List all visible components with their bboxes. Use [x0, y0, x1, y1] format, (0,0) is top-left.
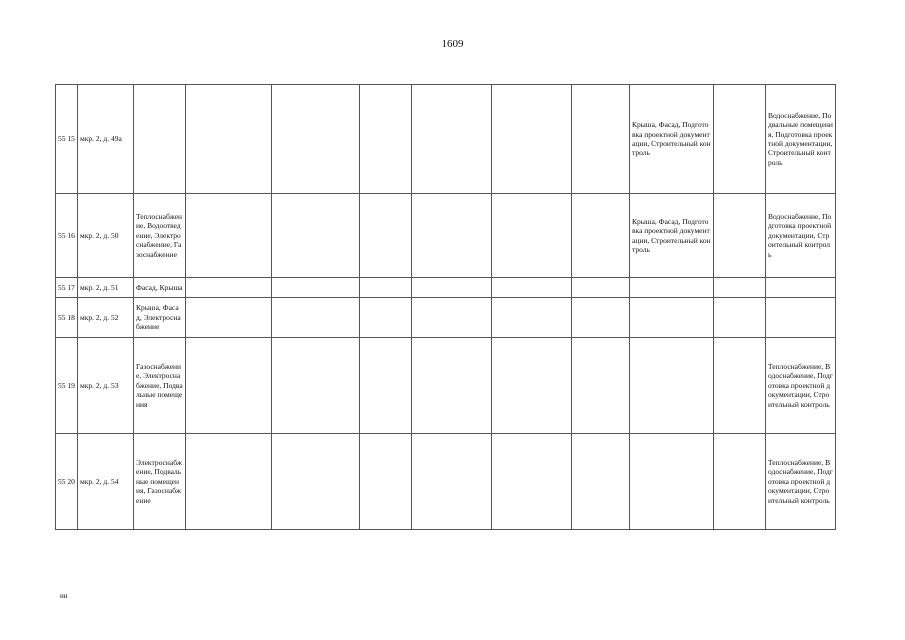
row-address: мкр. 2, д. 50 — [78, 194, 134, 278]
empty-cell — [186, 434, 272, 530]
empty-cell — [360, 278, 412, 298]
empty-cell — [272, 434, 360, 530]
empty-cell — [412, 194, 492, 278]
row-works-period-3 — [766, 278, 836, 298]
row-works: Теплоснабжение, Водоотведение, Электроснабжение, Газоснабжение — [134, 194, 186, 278]
row-works: Крыша, Фасад, Электроснабжение — [134, 298, 186, 338]
page-number: 1609 — [441, 38, 464, 50]
empty-cell — [186, 338, 272, 434]
empty-cell — [492, 434, 572, 530]
empty-cell — [272, 338, 360, 434]
footer-mark: ии — [60, 592, 68, 600]
row-works: Газоснабжение, Электроснабжение, Подвальные помещения — [134, 338, 186, 434]
row-code: 55 18 — [56, 298, 78, 338]
row-works-period-3 — [766, 298, 836, 338]
empty-cell — [714, 85, 766, 194]
table-row — [56, 434, 836, 530]
row-works — [134, 85, 186, 194]
empty-cell — [572, 434, 630, 530]
empty-cell — [412, 278, 492, 298]
empty-cell — [412, 298, 492, 338]
empty-cell — [360, 298, 412, 338]
empty-cell — [360, 194, 412, 278]
row-works-period-3: Водоснабжение, Подвальные помещения, Подготовка проектной документации, Строительный контроль — [766, 85, 836, 194]
empty-cell — [572, 278, 630, 298]
empty-cell — [186, 85, 272, 194]
empty-cell — [412, 434, 492, 530]
empty-cell — [186, 278, 272, 298]
row-works-period-2 — [630, 434, 714, 530]
row-address: мкр. 2, д. 51 — [78, 278, 134, 298]
row-works-period-2 — [630, 278, 714, 298]
row-address: мкр. 2, д. 49а — [78, 85, 134, 194]
empty-cell — [186, 298, 272, 338]
empty-cell — [492, 278, 572, 298]
row-address: мкр. 2, д. 54 — [78, 434, 134, 530]
row-code: 55 19 — [56, 338, 78, 434]
row-address: мкр. 2, д. 53 — [78, 338, 134, 434]
empty-cell — [714, 278, 766, 298]
row-works-period-2 — [630, 298, 714, 338]
empty-cell — [572, 194, 630, 278]
empty-cell — [492, 338, 572, 434]
empty-cell — [272, 194, 360, 278]
empty-cell — [272, 298, 360, 338]
row-works-period-3: Водоснабжение, Подготовка проектной документации, Строительный контроль — [766, 194, 836, 278]
empty-cell — [714, 434, 766, 530]
row-code: 55 20 — [56, 434, 78, 530]
empty-cell — [360, 338, 412, 434]
row-address: мкр. 2, д. 52 — [78, 298, 134, 338]
empty-cell — [272, 278, 360, 298]
empty-cell — [714, 338, 766, 434]
table-row — [56, 278, 836, 298]
empty-cell — [186, 194, 272, 278]
repair-schedule-table — [55, 84, 836, 530]
table-row — [56, 194, 836, 278]
empty-cell — [492, 194, 572, 278]
row-works: Фасад, Крыша — [134, 278, 186, 298]
empty-cell — [714, 298, 766, 338]
empty-cell — [360, 434, 412, 530]
row-works-period-2: Крыша, Фасад, Подготовка проектной документации, Строительный контроль — [630, 85, 714, 194]
empty-cell — [412, 85, 492, 194]
row-works-period-2: Крыша, Фасад, Подготовка проектной документации, Строительный контроль — [630, 194, 714, 278]
empty-cell — [572, 338, 630, 434]
empty-cell — [492, 85, 572, 194]
empty-cell — [572, 85, 630, 194]
empty-cell — [492, 298, 572, 338]
empty-cell — [412, 338, 492, 434]
empty-cell — [272, 85, 360, 194]
row-code: 55 16 — [56, 194, 78, 278]
row-works-period-3: Теплоснабжение, Водоснабжение, Подготовка проектной документации, Строительный контроль — [766, 434, 836, 530]
table-row — [56, 338, 836, 434]
empty-cell — [360, 85, 412, 194]
row-code: 55 17 — [56, 278, 78, 298]
row-works: Электроснабжение, Подвальные помещения, Газоснабжение — [134, 434, 186, 530]
table-row — [56, 298, 836, 338]
empty-cell — [714, 194, 766, 278]
table-row — [56, 85, 836, 194]
row-code: 55 15 — [56, 85, 78, 194]
row-works-period-2 — [630, 338, 714, 434]
row-works-period-3: Теплоснабжение, Водоснабжение, Подготовка проектной документации, Строительный контроль — [766, 338, 836, 434]
empty-cell — [572, 298, 630, 338]
